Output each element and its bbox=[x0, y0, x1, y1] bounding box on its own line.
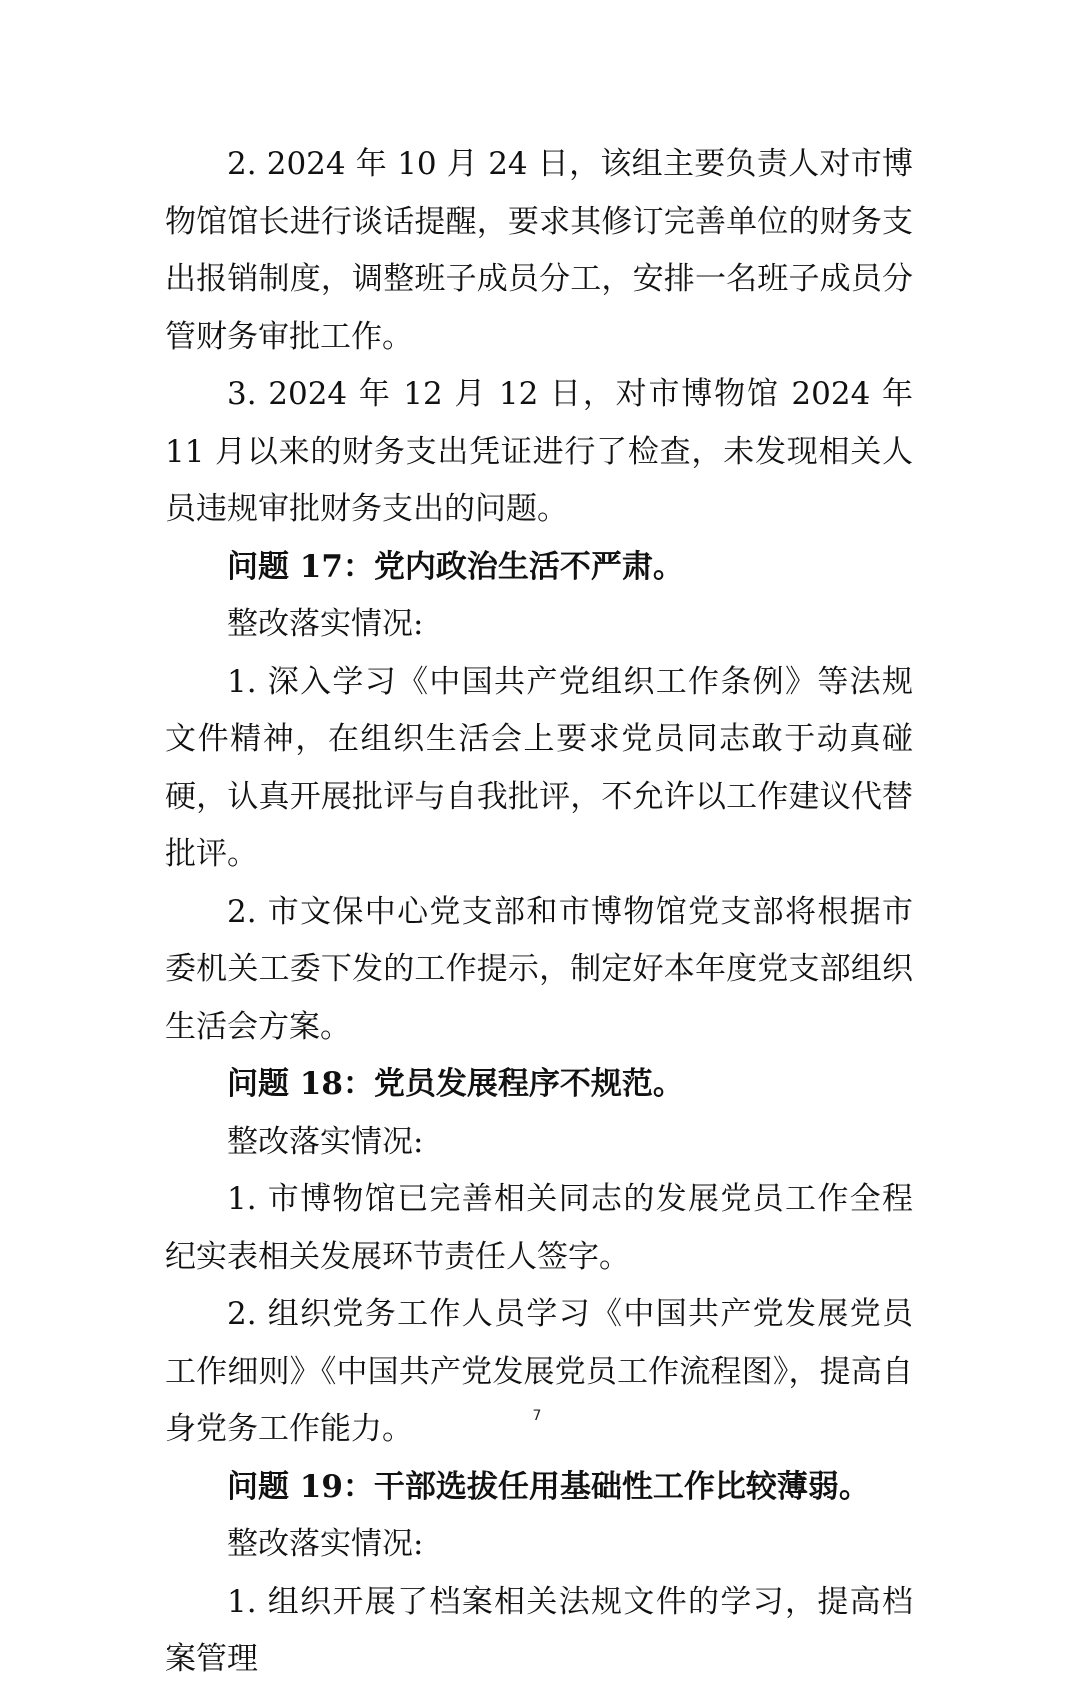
rectification-status-label: 整改落实情况: bbox=[227, 606, 424, 642]
paragraph-item-2-report: 2. 2024 年 10 月 24 日，该组主要负责人对市博物馆馆长进行谈话提醒，要求其修订完善单位的财务支出报销制度，调整班子成员分工，安排一名班子成员分管财务审批工作。 bbox=[165, 146, 913, 355]
page-number: 7 bbox=[532, 1408, 542, 1424]
paragraph-issue-18-item-1: 1. 市博物馆已完善相关同志的发展党员工作全程纪实表相关发展环节责任人签字。 bbox=[165, 1181, 913, 1275]
rectification-status-label: 整改落实情况: bbox=[227, 1123, 424, 1160]
paragraph-item-3-inspection: 3. 2024 年 12 月 12 日，对市博物馆 2024 年 11 月以来的财务支出凭证进行了检查，未发现相关人员违规审批财务支出的问题。 bbox=[165, 376, 913, 527]
paragraph-issue-17-item-1: 1. 深入学习《中国共产党组织工作条例》等法规文件精神，在组织生活会上要求党员同志敢于动真碰硬，认真开展批评与自我批评，不允许以工作建议代替批评。 bbox=[165, 663, 913, 872]
issue-19-heading: 问题 19：干部选拔任用基础性工作比较薄弱。 bbox=[227, 1468, 870, 1505]
paragraph-issue-19-item-1: 1. 组织开展了档案相关法规文件的学习，提高档案管理 bbox=[165, 1583, 913, 1677]
rectification-status-label: 整改落实情况: bbox=[227, 1526, 424, 1562]
issue-18-heading: 问题 18：党员发展程序不规范。 bbox=[227, 1066, 684, 1102]
paragraph-issue-17-item-2: 2. 市文保中心党支部和市博物馆党支部将根据市委机关工委下发的工作提示，制定好本年度党支部组织生活会方案。 bbox=[165, 893, 913, 1045]
paragraph-issue-18-item-2: 2. 组织党务工作人员学习《中国共产党发展党员工作细则》《中国共产党发展党员工作流程图》，提高自身党务工作能力。 bbox=[165, 1296, 913, 1447]
issue-17-heading: 问题 17：党内政治生活不严肃。 bbox=[227, 548, 684, 585]
document-body bbox=[165, 136, 913, 1689]
